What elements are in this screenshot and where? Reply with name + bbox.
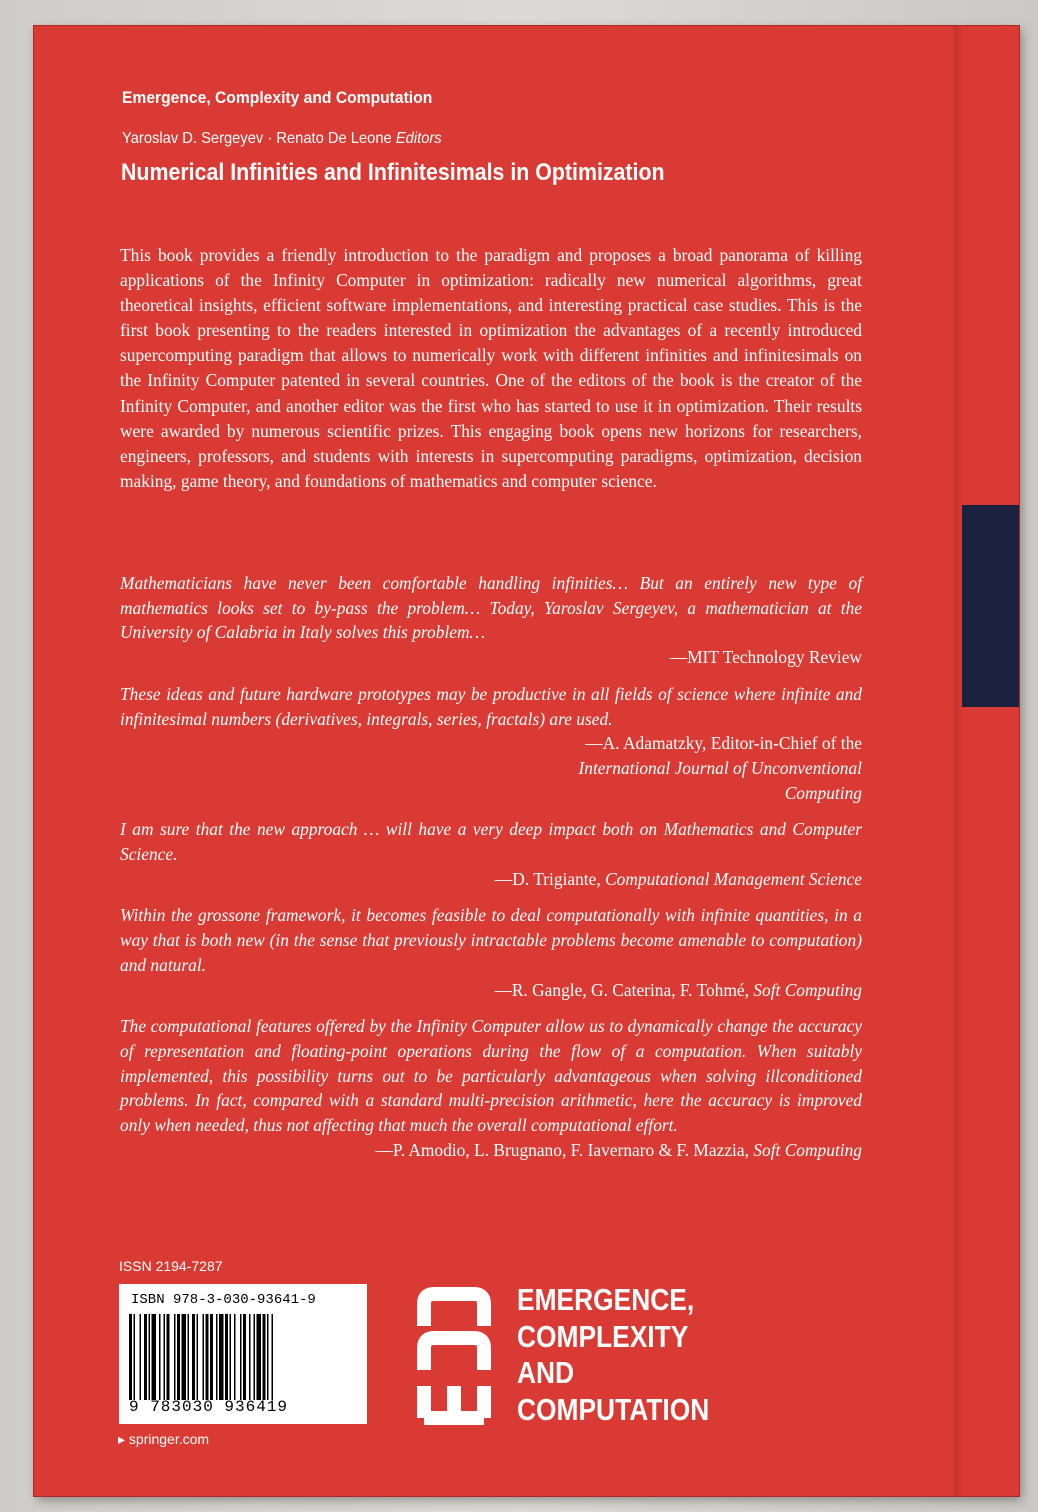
barcode-bar [240, 1314, 242, 1400]
book-back-cover [34, 26, 1019, 1496]
barcode-bar [192, 1314, 195, 1400]
source-author: —D. Trigiante, [494, 868, 606, 889]
series-name: Emergence, Complexity and Computation [122, 88, 433, 107]
quote-text: Mathematicians have never been comfortable handling infinities… But an entirely new type of mathematics looks set to by-pass the problem… Today, Yaroslav Sergeyev, a mathematician at the University of Calabria in Italy solves this problem… [120, 573, 862, 643]
barcode-bar [197, 1314, 199, 1400]
barcode-bar [206, 1314, 209, 1400]
barcode-bar [257, 1314, 262, 1400]
source-publication: International Journal of Unconventional Computing [578, 757, 862, 803]
source-author: —A. Adamatzky, Editor-in-Chief of the [585, 733, 862, 754]
publisher-website: ▸ springer.com [118, 1431, 210, 1447]
barcode-bar [243, 1314, 246, 1400]
source-publication: Soft Computing [753, 979, 862, 1000]
isbn-barcode [119, 1284, 367, 1424]
barcode-bar [144, 1314, 147, 1400]
barcode-bar [219, 1314, 224, 1400]
isbn-number: ISBN 978-3-030-93641-9 [131, 1292, 316, 1308]
quote-amodio [120, 1014, 862, 1162]
ecc-line-2: COMPLEXITY [517, 1318, 689, 1354]
source-publication: Computational Management Science [605, 868, 862, 889]
barcode-digits: 9 783030 936419 [129, 1398, 289, 1416]
barcode-bar [263, 1314, 266, 1400]
quote-source [120, 867, 862, 892]
source-author: —MIT Technology Review [669, 647, 862, 668]
barcode-bar [182, 1314, 187, 1400]
issn: ISSN 2194-7287 [119, 1258, 223, 1274]
ecc-line-3: AND [517, 1355, 575, 1390]
source-author: —R. Gangle, G. Caterina, F. Tohmé, [494, 979, 754, 1000]
barcode-bar [177, 1314, 180, 1400]
ecc-series-wordmark [517, 1282, 709, 1428]
quote-text: These ideas and future hardware prototypes may be productive in all fields of science where infinite and infinitesimal numbers (derivatives, integrals, series, fractals) are used. [120, 683, 862, 729]
spine-color-band [962, 505, 1019, 707]
barcode-bar [167, 1314, 170, 1400]
barcode-bar [129, 1314, 132, 1400]
editor-names: Yaroslav D. Sergeyev · Renato De Leone [122, 130, 392, 147]
barcode-bar [174, 1314, 176, 1400]
barcode-bar [249, 1314, 251, 1400]
quote-text: Within the grossone framework, it becomes feasible to deal computationally with infinite quantities, in a way that is both new (in the sense that previously intractable problems become amenable to computation) and natural. [120, 905, 862, 975]
ecc-logo-icon [412, 1286, 494, 1426]
barcode-bar [230, 1314, 232, 1400]
barcode-bar [267, 1314, 269, 1400]
barcode-bar [152, 1314, 157, 1400]
review-quotes [120, 571, 862, 1174]
barcode-bar [210, 1314, 213, 1400]
editors-line [122, 130, 442, 148]
barcode-bar [159, 1314, 161, 1400]
quote-mit [120, 571, 862, 670]
quote-text: The computational features offered by the Infinity Computer allow us to dynamically change the accuracy of representation and floating-point operations during the flow of a computation. When suitably implemented, this possibility turns out to be particularly advantageous when solving illconditioned problems. In fact, compared with a standard multi-precision arithmetic, here the accuracy is improved only when needed, thus not affecting that much the overall computational effort. [120, 1016, 862, 1136]
quote-source [120, 731, 862, 805]
quote-source [120, 645, 862, 670]
source-publication: Soft Computing [753, 1139, 862, 1160]
barcode-bar [216, 1314, 218, 1400]
barcode-bar [149, 1314, 151, 1400]
quote-source [120, 978, 862, 1003]
ecc-line-1: EMERGENCE, [517, 1282, 695, 1317]
quote-text: I am sure that the new approach … will have a very deep impact both on Mathematics and Computer Science. [120, 819, 862, 865]
barcode-bar [254, 1314, 256, 1400]
barcode-bars [129, 1314, 357, 1400]
barcode-bar [188, 1314, 190, 1400]
ecc-line-4: COMPUTATION [517, 1391, 710, 1427]
quote-adamatzky [120, 682, 862, 806]
book-title: Numerical Infinities and Infinitesimals in Optimization [121, 159, 665, 186]
quote-source [120, 1138, 862, 1163]
source-author: —P. Amodio, L. Brugnano, F. Iavernaro & F. Mazzia, [375, 1139, 754, 1160]
barcode-bar [164, 1314, 166, 1400]
barcode-bar [272, 1314, 274, 1400]
spine-hinge [954, 26, 964, 1496]
barcode-bar [140, 1314, 142, 1400]
editors-role: Editors [395, 130, 442, 147]
barcode-bar [134, 1314, 136, 1400]
book-description: This book provides a friendly introduction to the paradigm and proposes a broad panorama of killing applications of the Infinity Computer in optimization: radically new numerical algorithms, great theoretical insights, efficient software implementations, and interesting practical case studies. This is the first book presenting to the readers interested in optimization the advantages of a recently introduced supercomputing paradigm that allows to numerically work with different infinities and infinitesimals on the Infinity Computer patented in several countries. One of the editors of the book is the creator of the Infinity Computer, and another editor was the first who has started to use it in optimization. Their results were awarded by numerous scientific prizes. This engaging book opens new horizons for researchers, engineers, professors, and students with interests in supercomputing paradigms, optimization, decision making, game theory, and foundations of mathematics and computer science. [120, 245, 862, 491]
barcode-bar [234, 1314, 236, 1400]
barcode-bar [203, 1314, 205, 1400]
quote-trigiante [120, 817, 862, 891]
barcode-bar [225, 1314, 228, 1400]
quote-gangle [120, 903, 862, 1002]
